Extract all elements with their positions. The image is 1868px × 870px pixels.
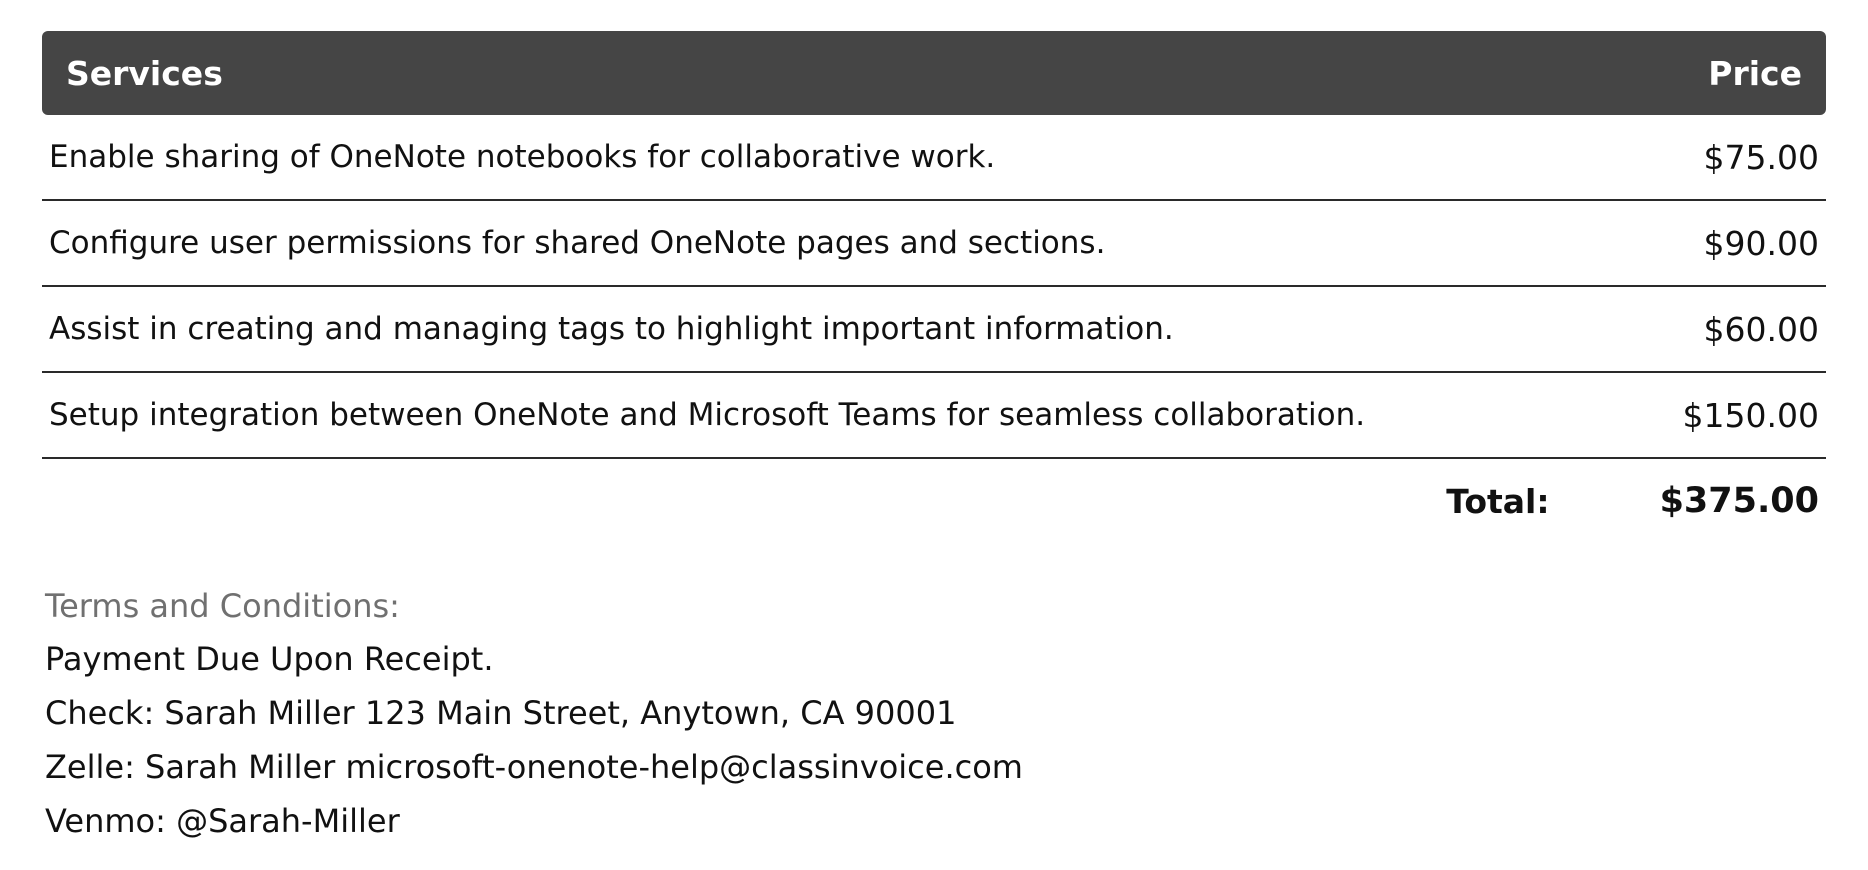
price-column-header: Price — [1708, 53, 1802, 93]
table-row — [42, 287, 1826, 373]
terms-title: Terms and Conditions: — [45, 587, 400, 625]
service-price: $150.00 — [1682, 395, 1819, 435]
terms-line-venmo: Venmo: @Sarah-Miller — [45, 802, 400, 840]
total-value: $375.00 — [1659, 481, 1819, 521]
services-column-header: Services — [66, 53, 223, 93]
terms-section — [45, 580, 1023, 848]
table-row — [42, 201, 1826, 287]
terms-line-zelle: Zelle: Sarah Miller microsoft-onenote-help@classinvoice.com — [45, 748, 1023, 786]
service-description: Assist in creating and managing tags to highlight important information. — [49, 311, 1174, 347]
service-price: $90.00 — [1703, 223, 1819, 263]
table-row — [42, 373, 1826, 459]
service-price: $60.00 — [1703, 309, 1819, 349]
terms-line-check: Check: Sarah Miller 123 Main Street, Anytown, CA 90001 — [45, 694, 957, 732]
services-table — [42, 31, 1826, 543]
table-header — [42, 31, 1826, 115]
service-price: $75.00 — [1703, 137, 1819, 177]
total-row — [42, 459, 1826, 543]
service-description: Setup integration between OneNote and Microsoft Teams for seamless collaboration. — [49, 397, 1366, 433]
service-description: Configure user permissions for shared OneNote pages and sections. — [49, 225, 1106, 261]
table-row — [42, 115, 1826, 201]
service-description: Enable sharing of OneNote notebooks for collaborative work. — [49, 139, 996, 175]
total-label: Total: — [1446, 481, 1550, 521]
terms-line-payment-due: Payment Due Upon Receipt. — [45, 640, 494, 678]
